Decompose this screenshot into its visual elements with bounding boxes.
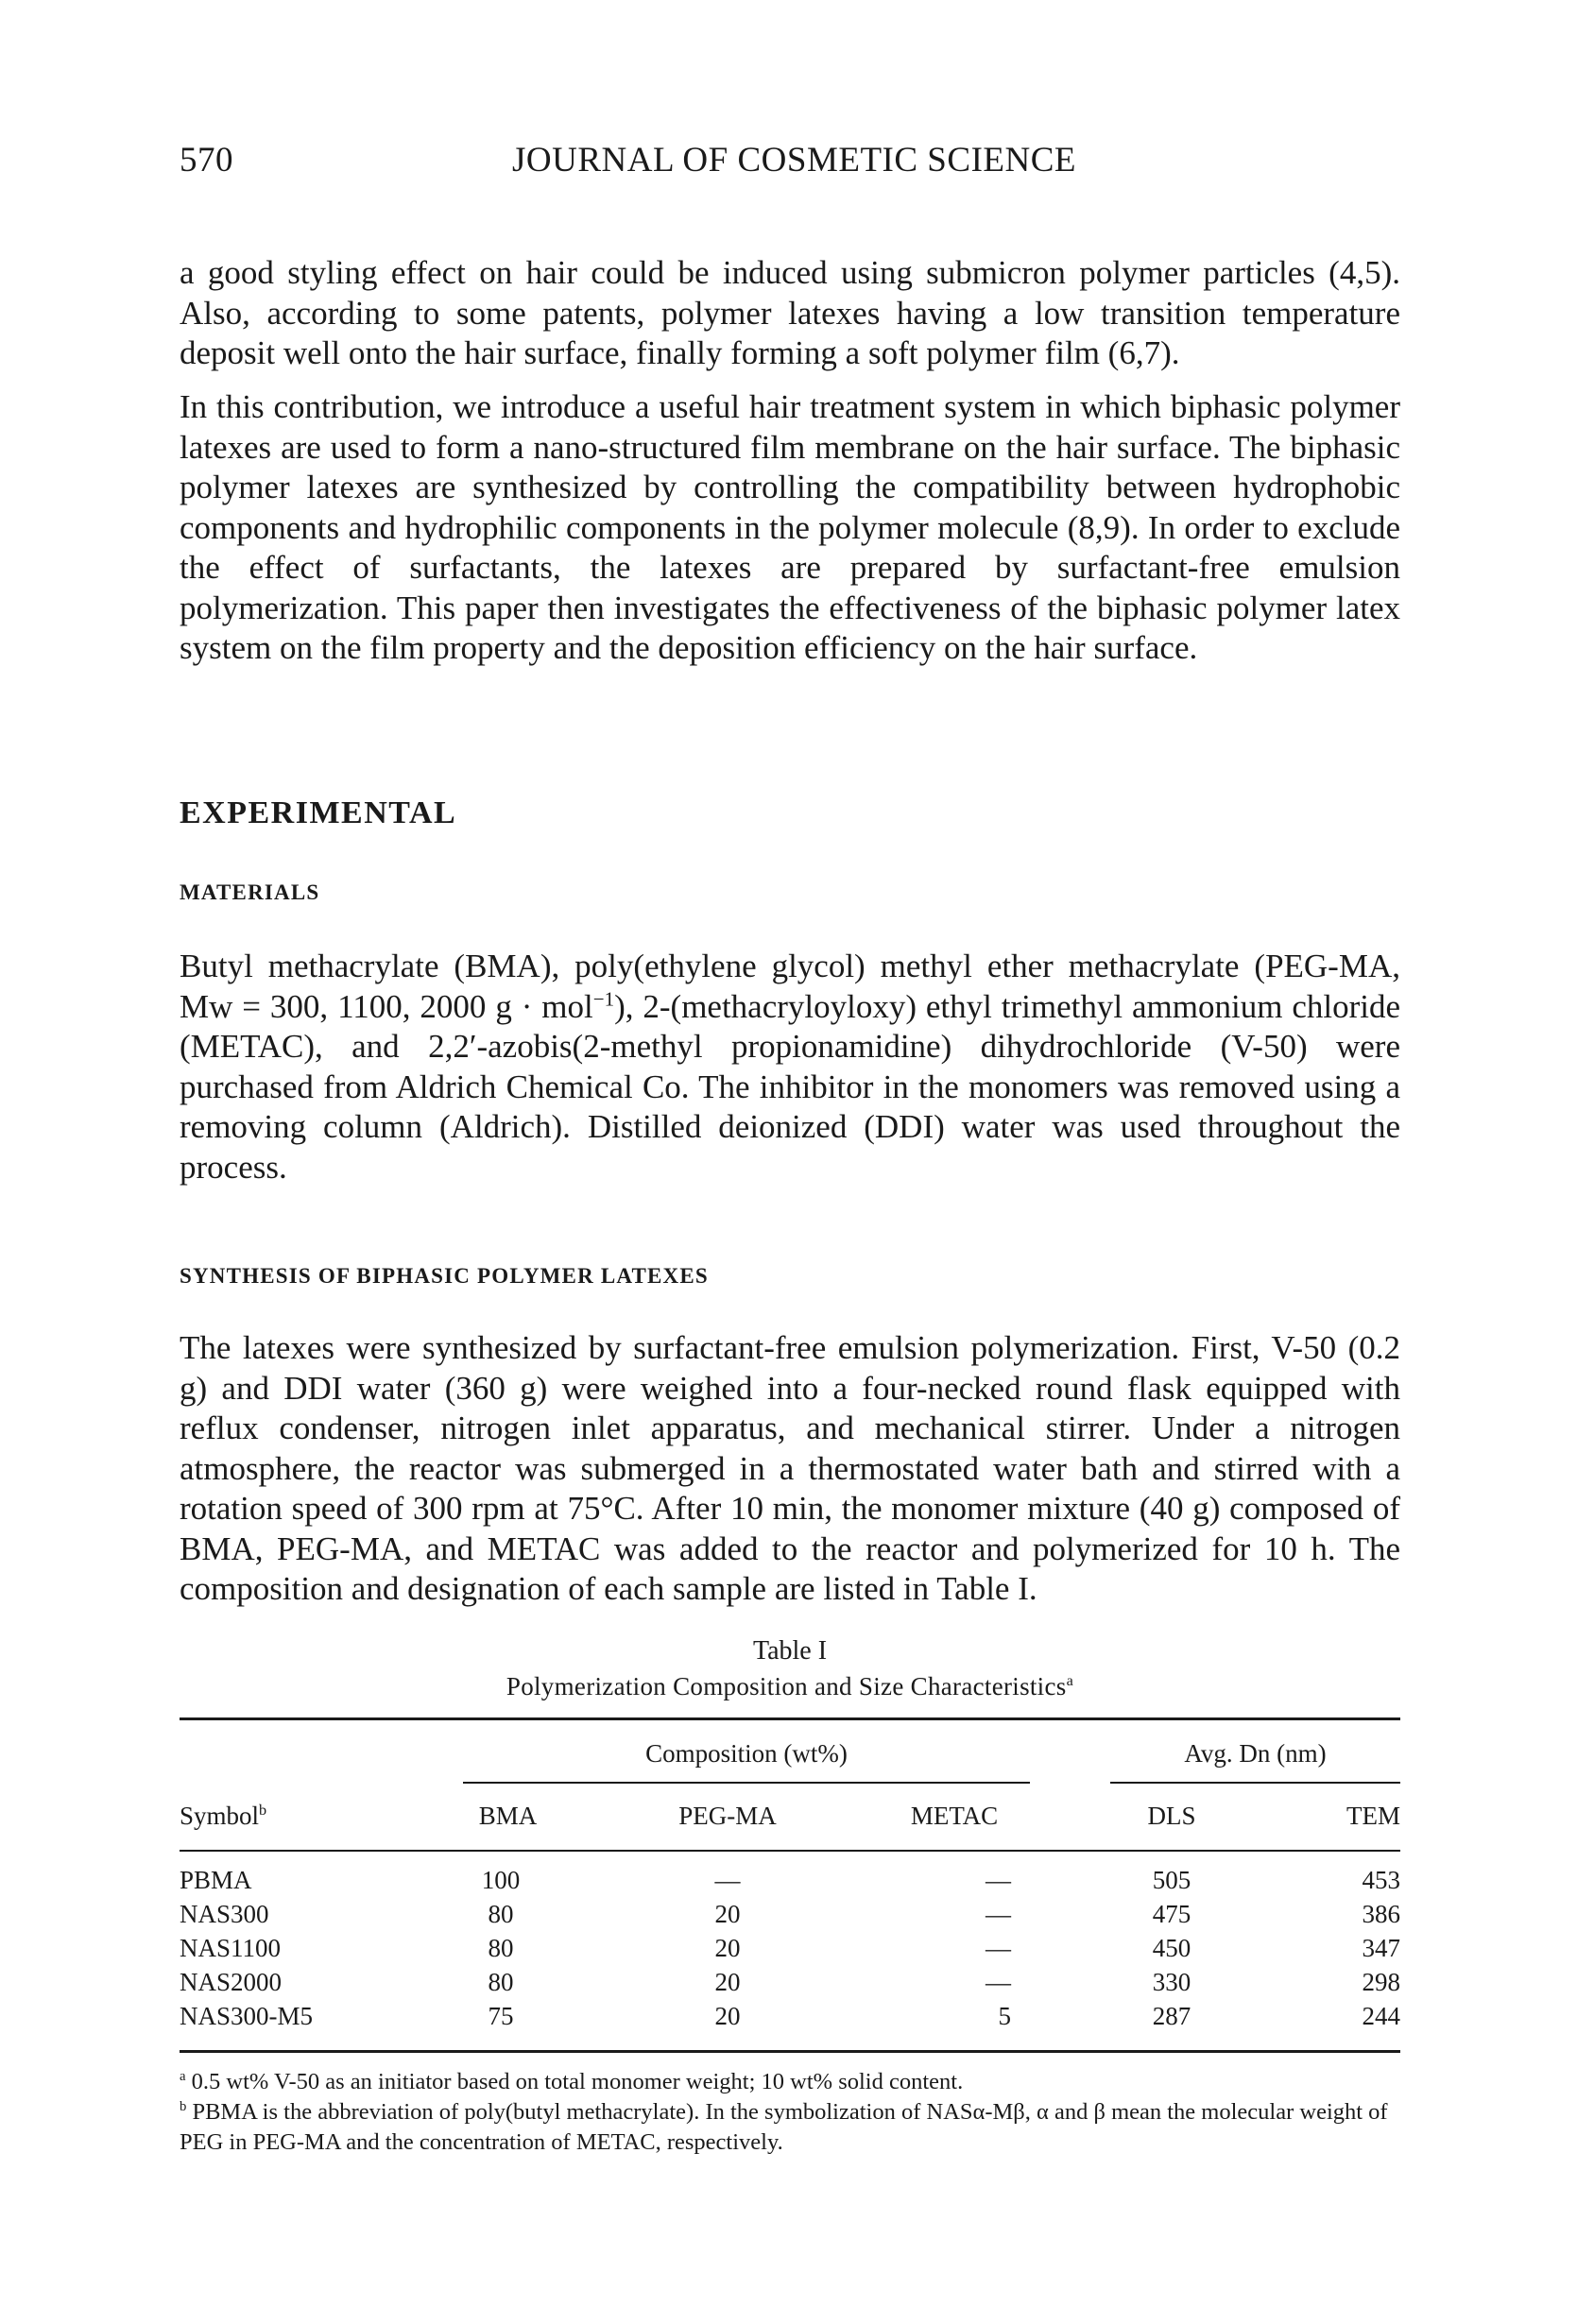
col-header-bma: BMA bbox=[478, 1802, 538, 1830]
footnote-a-text: 0.5 wt% V-50 as an initiator based on total monomer weight; 10 wt% solid content. bbox=[185, 2069, 964, 2094]
table-cell-dls: 330 bbox=[1152, 1968, 1191, 1996]
table-cell-bma: 75 bbox=[488, 2002, 514, 2030]
table-cell-tem: 386 bbox=[1362, 1900, 1400, 1928]
table-footnote-a bbox=[180, 2067, 1400, 2097]
materials-paragraph bbox=[180, 947, 1400, 1188]
col-header-symbol-footnote-mark: b bbox=[259, 1802, 267, 1819]
table-cell-symbol: NAS300 bbox=[180, 1900, 269, 1928]
table-cell-dls: 287 bbox=[1152, 2002, 1191, 2030]
table-title-text: Polymerization Composition and Size Characteristics bbox=[506, 1672, 1067, 1700]
table-cell-pegma: 20 bbox=[714, 1968, 741, 1996]
table-cell-symbol: PBMA bbox=[180, 1866, 252, 1894]
footnote-b-mark: b bbox=[180, 2098, 187, 2114]
page-number: 570 bbox=[180, 141, 233, 179]
table-bottom-rule bbox=[180, 2050, 1400, 2053]
table-cell-bma: 80 bbox=[488, 1968, 514, 1996]
table-label: Table I bbox=[752, 1636, 828, 1666]
col-header-tem: TEM bbox=[1346, 1802, 1400, 1830]
table-footnote-b bbox=[180, 2097, 1400, 2158]
table-cell-metac: — bbox=[986, 1934, 1011, 1962]
table-cell-dls: 505 bbox=[1152, 1866, 1191, 1894]
table-cell-symbol: NAS1100 bbox=[180, 1934, 282, 1962]
synthesis-paragraph: The latexes were synthesized by surfactant-free emulsion polymerization. First, V-50 (0.2 g) and DDI water (360 g) were weighed into a four-necked round flask equipped with reflux condenser, nitrogen inlet apparatus, and mechanical stirrer. Under a nitrogen atmosphere, the reactor was submerged in a thermostated water bath and stirred with a rotation speed of 300 rpm at 75°C. After 10 min, the monomer mixture (40 g) composed of BMA, PEG-MA, and METAC was added to the reactor and polymerized for 10 h. The composition and designation of each sample are listed in Table I. bbox=[180, 1329, 1400, 1607]
col-header-symbol bbox=[180, 1801, 266, 1831]
table-cell-dls: 475 bbox=[1152, 1900, 1191, 1928]
table-top-rule bbox=[180, 1717, 1400, 1720]
table-cell-metac: — bbox=[986, 1968, 1011, 1996]
table-title bbox=[180, 1672, 1400, 1701]
subsection-heading-synthesis: SYNTHESIS OF BIPHASIC POLYMER LATEXES bbox=[180, 1264, 709, 1288]
col-header-metac: METAC bbox=[910, 1802, 999, 1830]
table-cell-bma: 100 bbox=[481, 1866, 521, 1894]
table-cell-pegma: 20 bbox=[714, 2002, 741, 2030]
size-group-rule bbox=[1110, 1782, 1400, 1784]
intro-paragraph-2: In this contribution, we introduce a useful hair treatment system in which biphasic polymer latexes are used to form a nano-structured film membrane on the hair surface. The biphasic polymer latexes are synthesized by controlling the compatibility between hydrophobic components and hydrophilic components in the polymer molecule (8,9). In order to exclude the effect of surfactants, the latexes are prepared by surfactant-free emulsion polymerization. This paper then investigates the effectiveness of the biphasic polymer latex system on the film property and the deposition efficiency on the hair surface. bbox=[180, 388, 1400, 666]
table-cell-metac: — bbox=[986, 1866, 1011, 1894]
table-cell-tem: 298 bbox=[1362, 1968, 1400, 1996]
composition-group-rule bbox=[463, 1782, 1030, 1784]
table-cell-pegma: 20 bbox=[714, 1900, 741, 1928]
table-cell-tem: 347 bbox=[1362, 1934, 1400, 1962]
materials-text-1: Butyl methacrylate (BMA), poly(ethylene glycol) methyl ether methacrylate (PEG-MA, Mw = 300, 1100, 2000 g · mol bbox=[180, 948, 1400, 1025]
table-cell-symbol: NAS2000 bbox=[180, 1968, 283, 1996]
table-cell-tem: 244 bbox=[1362, 2002, 1400, 2030]
col-header-dls: DLS bbox=[1147, 1802, 1196, 1830]
subsection-heading-materials: MATERIALS bbox=[180, 880, 320, 904]
table-cell-metac: 5 bbox=[998, 2002, 1011, 2030]
table-cell-pegma: 20 bbox=[714, 1934, 741, 1962]
table-cell-bma: 80 bbox=[488, 1934, 514, 1962]
group-header-size: Avg. Dn (nm) bbox=[1184, 1739, 1327, 1768]
running-head: JOURNAL OF COSMETIC SCIENCE bbox=[512, 141, 1076, 179]
intro-paragraph-1: a good styling effect on hair could be induced using submicron polymer particles (4,5). Also, according to some patents, polymer latexes having a low transition temperature deposit well onto the hair surface, finally forming a soft polymer film (6,7). bbox=[180, 254, 1400, 371]
table-cell-tem: 453 bbox=[1362, 1866, 1400, 1894]
group-header-composition: Composition (wt%) bbox=[645, 1739, 848, 1768]
table-title-footnote-mark: a bbox=[1066, 1672, 1074, 1689]
table-cell-dls: 450 bbox=[1152, 1934, 1191, 1962]
section-heading-experimental: EXPERIMENTAL bbox=[180, 795, 457, 830]
table-cell-metac: — bbox=[986, 1900, 1011, 1928]
table-cell-bma: 80 bbox=[488, 1900, 514, 1928]
footnote-b-text: PBMA is the abbreviation of poly(butyl methacrylate). In the symbolization of NASα-Mβ, α and β mean the molecular weight of PEG in PEG-MA and the concentration of METAC, respectively. bbox=[180, 2099, 1388, 2155]
table-cell-symbol: NAS300-M5 bbox=[180, 2002, 314, 2030]
col-header-symbol-text: Symbol bbox=[180, 1802, 260, 1830]
footnote-a-mark: a bbox=[180, 2068, 186, 2084]
table-header-rule bbox=[180, 1850, 1400, 1852]
materials-superscript: −1 bbox=[592, 986, 615, 1010]
materials-text-2: ), 2-(methacryloyloxy) ethyl trimethyl ammonium chloride (METAC), and 2,2′-azobis(2-methyl propionamidine) dihydrochloride (V-50) were purchased from Aldrich Chemical Co. The inhibitor in the monomers was removed using a removing column (Aldrich). Distilled deionized (DDI) water was used throughout the process. bbox=[180, 987, 1400, 1186]
col-header-pegma: PEG-MA bbox=[678, 1802, 777, 1830]
table-cell-pegma: — bbox=[714, 1866, 741, 1894]
